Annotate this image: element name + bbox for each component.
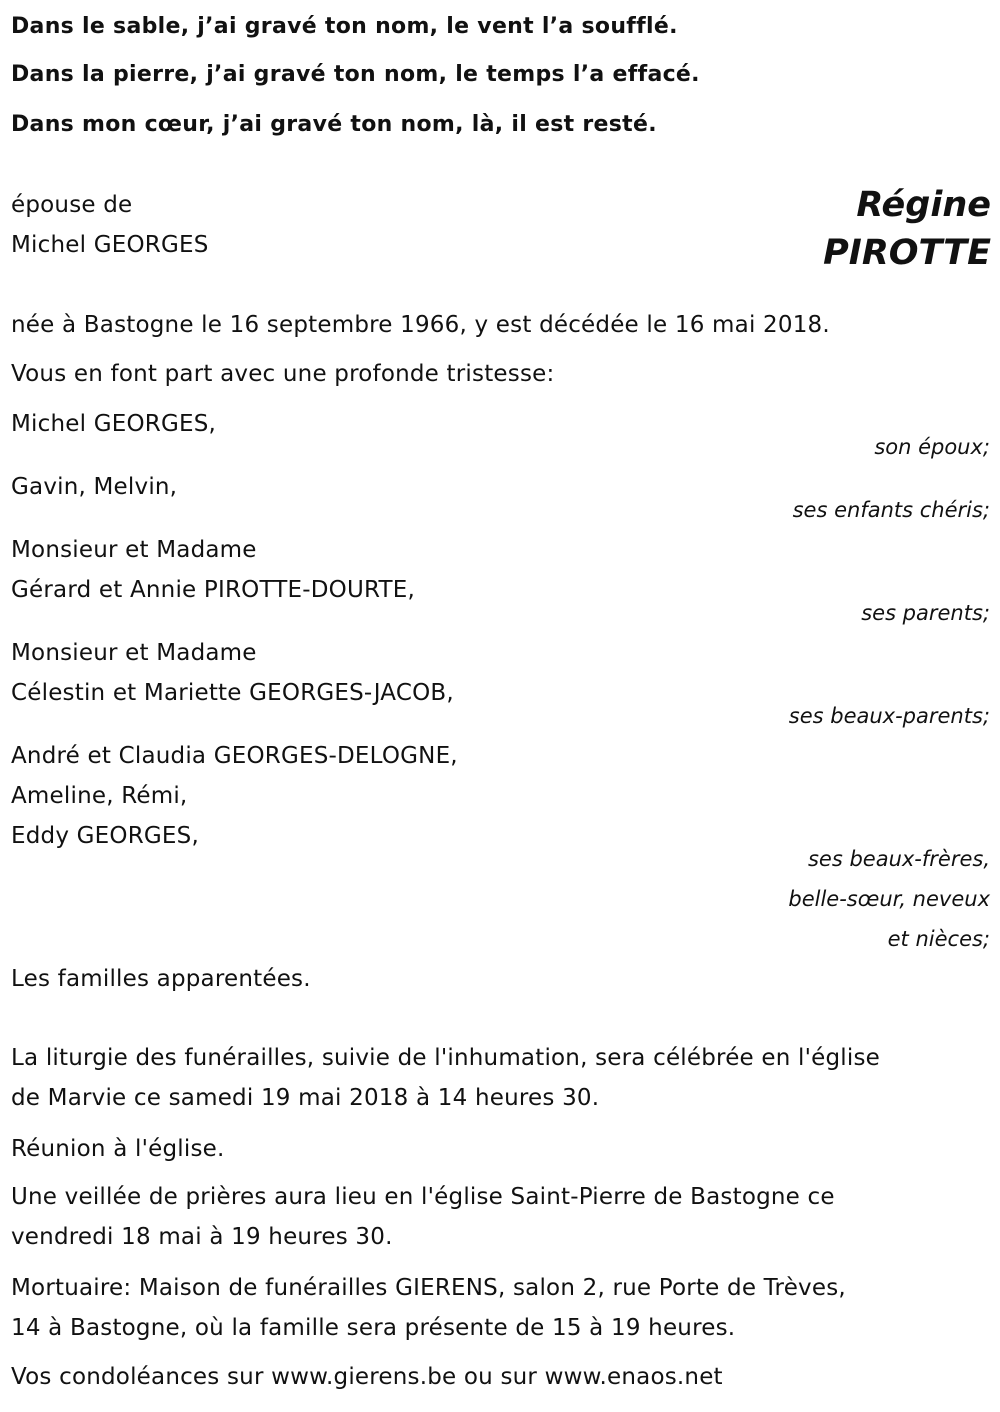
mortuary-line-2: 14 à Bastogne, où la famille sera présente de 15 à 19 heures. <box>11 1315 736 1341</box>
family-relation: et nièces; <box>887 927 990 951</box>
vigil-line-2: vendredi 18 mai à 19 heures 30. <box>11 1224 393 1250</box>
family-name-line: Célestin et Mariette GEORGES-JACOB, <box>11 680 454 706</box>
spouse-name: Michel GEORGES <box>11 232 209 258</box>
vigil-line-1: Une veillée de prières aura lieu en l'église Saint-Pierre de Bastogne ce <box>11 1184 835 1210</box>
birth-death-info: née à Bastogne le 16 septembre 1966, y est décédée le 16 mai 2018. <box>11 312 830 338</box>
family-relation: son époux; <box>874 435 990 459</box>
liturgy-line-2: de Marvie ce samedi 19 mai 2018 à 14 heures 30. <box>11 1085 600 1111</box>
mortuary-line-1: Mortuaire: Maison de funérailles GIERENS, salon 2, rue Porte de Trèves, <box>11 1275 846 1301</box>
announcement-intro: Vous en font part avec une profonde tristesse: <box>11 361 555 387</box>
family-name-line: Ameline, Rémi, <box>11 783 188 809</box>
condolences-info: Vos condoléances sur www.gierens.be ou sur www.enaos.net <box>11 1364 723 1390</box>
family-relation: ses parents; <box>861 601 990 625</box>
family-name-line: Gavin, Melvin, <box>11 474 178 500</box>
family-name-line: Eddy GEORGES, <box>11 823 199 849</box>
family-name-line: Monsieur et Madame <box>11 640 257 666</box>
family-relation: ses enfants chéris; <box>792 498 990 522</box>
deceased-first-name: Régine <box>856 185 991 225</box>
poem-line-2: Dans la pierre, j’ai gravé ton nom, le temps l’a effacé. <box>11 62 700 87</box>
family-name-line: André et Claudia GEORGES-DELOGNE, <box>11 743 458 769</box>
liturgy-line-1: La liturgie des funérailles, suivie de l'inhumation, sera célébrée en l'église <box>11 1045 881 1071</box>
family-name-line: Gérard et Annie PIROTTE-DOURTE, <box>11 577 416 603</box>
family-relation: belle-sœur, neveux <box>788 887 990 911</box>
family-relation: ses beaux-parents; <box>788 704 990 728</box>
family-name-line: Michel GEORGES, <box>11 411 217 437</box>
deceased-last-name: PIROTTE <box>823 233 991 273</box>
spouse-label: épouse de <box>11 192 133 218</box>
meeting-info: Réunion à l'église. <box>11 1136 225 1162</box>
related-families: Les familles apparentées. <box>11 966 311 992</box>
poem-line-1: Dans le sable, j’ai gravé ton nom, le vent l’a soufflé. <box>11 14 678 39</box>
poem-line-3: Dans mon cœur, j’ai gravé ton nom, là, il est resté. <box>11 112 657 137</box>
family-name-line: Monsieur et Madame <box>11 537 257 563</box>
family-relation: ses beaux-frères, <box>807 847 990 871</box>
